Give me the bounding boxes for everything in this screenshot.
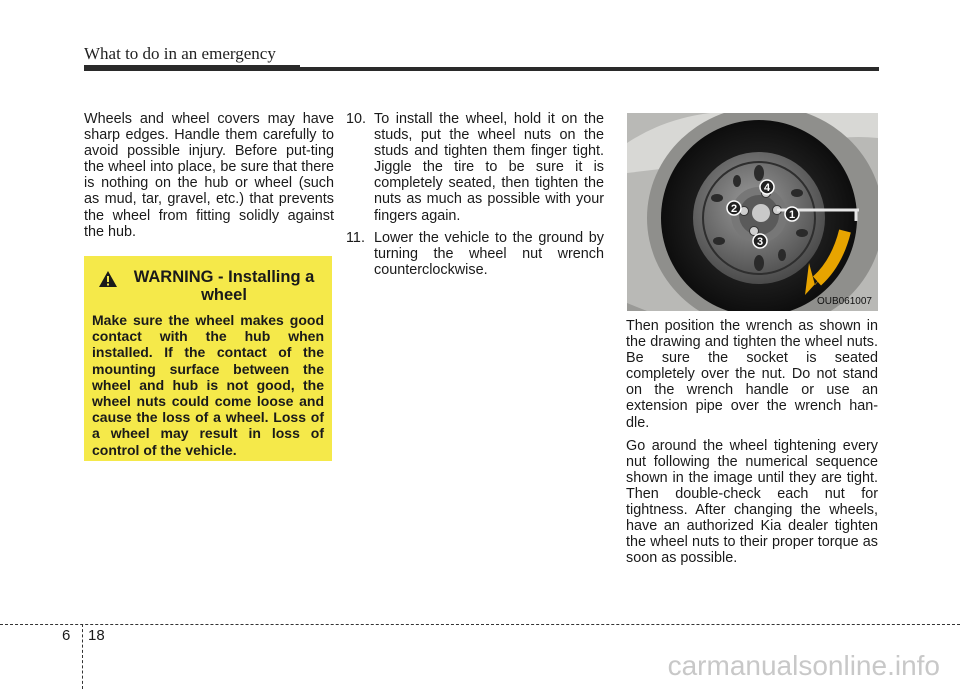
column-middle <box>346 111 604 284</box>
figure-code: OUB061007 <box>816 296 872 307</box>
warning-title-line1: WARNING - Installing a <box>133 268 315 286</box>
intro-paragraph: Wheels and wheel covers may have sharp edges. Handle them carefully to avoid possible injury. Before put-ting the wheel into place, be sure that there is nothing on the hub or wheel (such as mud, tar, gravel, etc.) that prevents the wheel from fitting solidly against the hub. <box>84 111 334 240</box>
step-number: 11. <box>346 229 365 246</box>
column-right <box>626 318 878 573</box>
step-text: To install the wheel, hold it on the studs, put the wheel nuts on the studs and tighten them finger tight. Jiggle the tire to be sure it is completely seated, then tighten the nuts as much as possible with your fingers again. <box>374 111 604 224</box>
warning-box <box>84 256 332 461</box>
nut-label-3: 3 <box>756 236 764 248</box>
chapter-number: 6 <box>62 627 71 644</box>
step-number: 10. <box>346 111 367 127</box>
step-10 <box>346 111 604 224</box>
column-left <box>84 111 334 247</box>
wheel-illustration <box>627 113 878 311</box>
warning-triangle-icon <box>98 270 118 288</box>
wheel-drawing <box>627 113 878 311</box>
section-title: What to do in an emergency <box>84 44 276 63</box>
page-number: 18 <box>88 627 105 644</box>
nut-label-4: 4 <box>763 182 771 194</box>
watermark: carmanualsonline.info <box>667 650 940 681</box>
step-11 <box>346 230 604 278</box>
nut-label-1: 1 <box>788 209 796 221</box>
footer-divider <box>82 624 83 689</box>
warning-title-line2: wheel <box>201 286 247 304</box>
warning-body: Make sure the wheel makes good contact with the hub when installed. If the contact of the mounting surface between the wheel and hub is not good, the wheel nuts could come loose and cause the loss of a wheel. Loss of a wheel may result in loss of control of the vehicle. <box>92 312 324 458</box>
warning-header <box>98 268 324 304</box>
step-text: Lower the vehicle to the ground by turning the wheel nut wrench counterclockwise. <box>374 229 604 278</box>
header-rule <box>84 67 879 71</box>
wrench-paragraph: Then position the wrench as shown in the drawing and tighten the wheel nuts. Be sure the socket is seated completely over the nut. Do not stand on the wrench handle or use an extension pipe over the wrench han-dle. <box>626 318 878 431</box>
warning-title <box>124 268 324 304</box>
footer-rule <box>0 624 960 625</box>
nut-label-2: 2 <box>730 203 738 215</box>
tightening-paragraph: Go around the wheel tightening every nut following the numerical sequence shown in the image until they are tight. Then double-check each nut for tightness. After changing the wheels, have an authorized Kia dealer tighten the wheel nuts to their proper torque as soon as possible. <box>626 437 878 567</box>
